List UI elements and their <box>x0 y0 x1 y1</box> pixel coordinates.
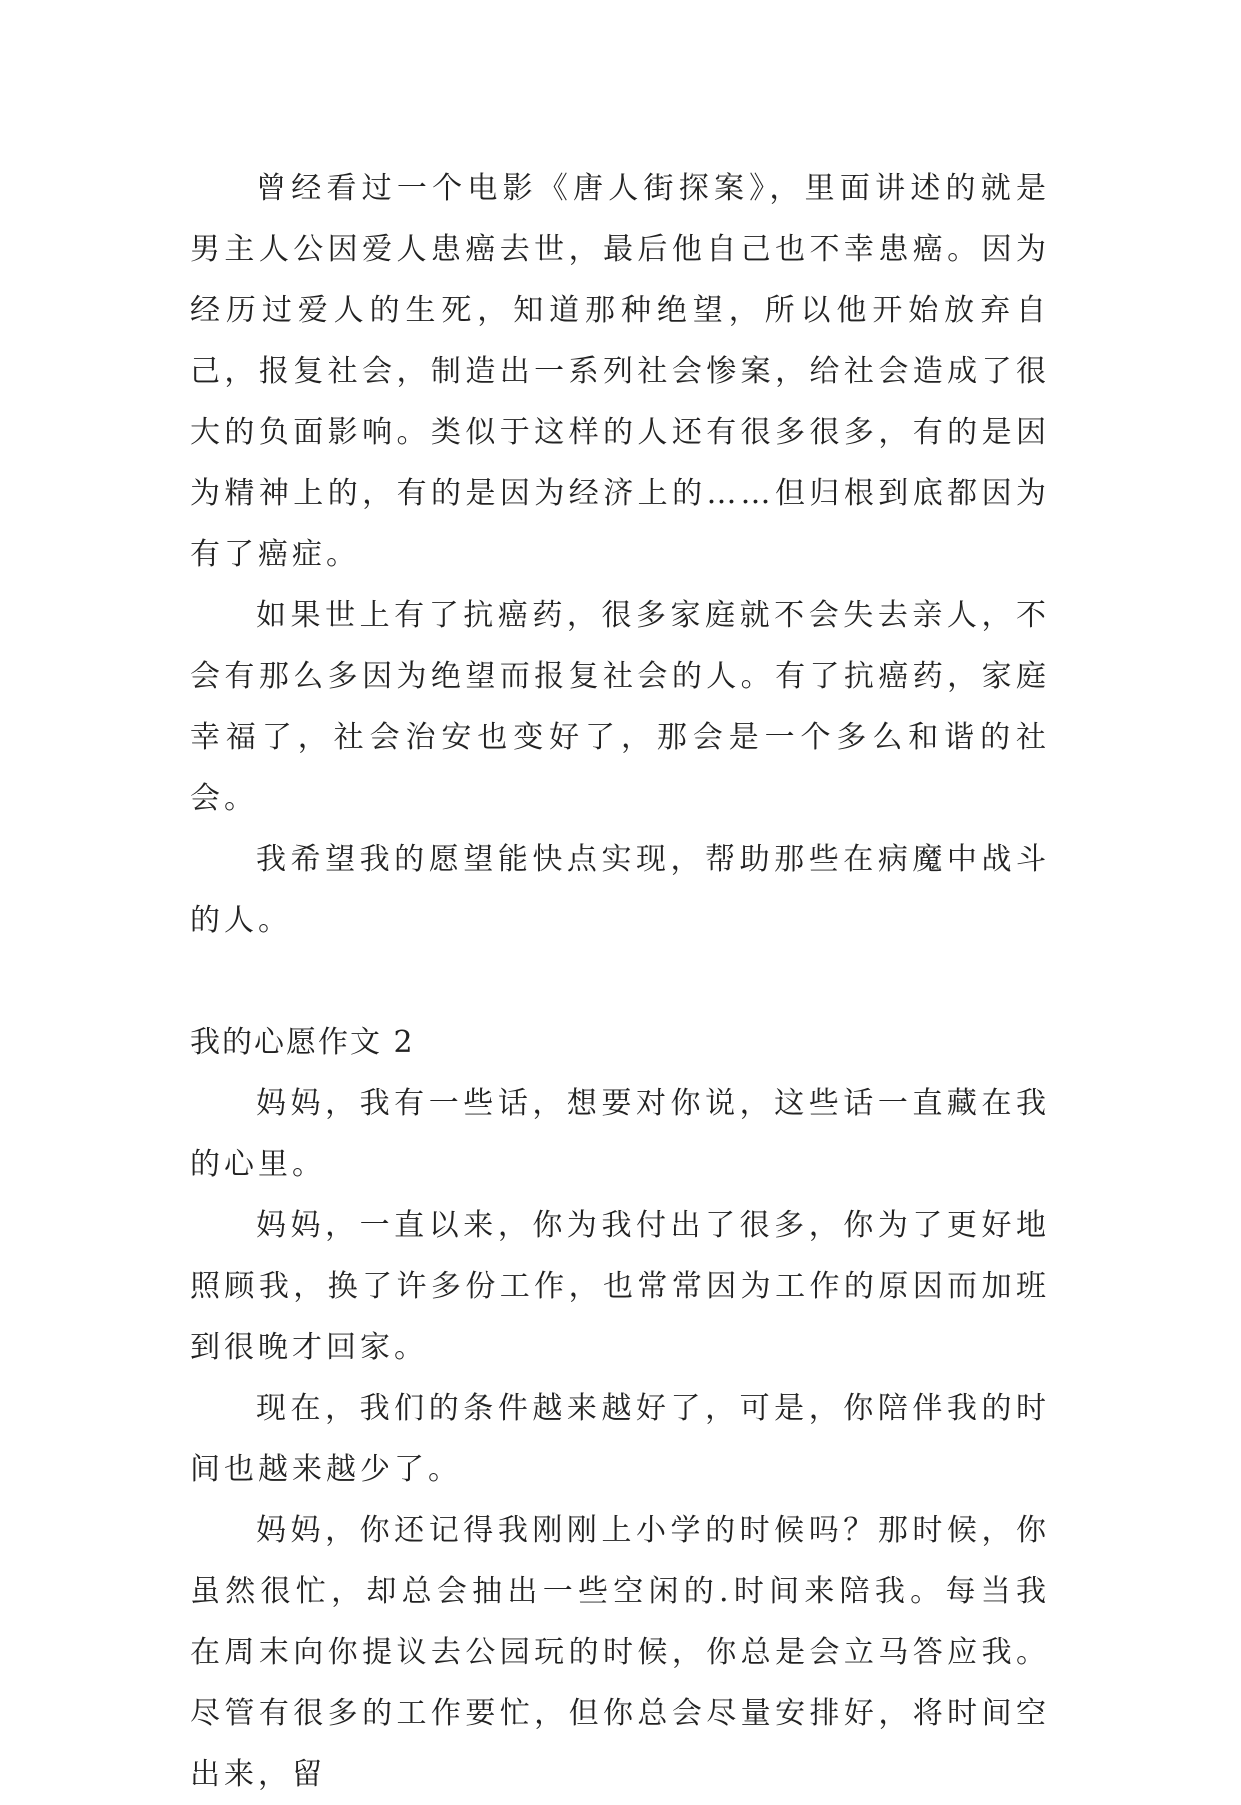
paragraph: 我希望我的愿望能快点实现，帮助那些在病魔中战斗的人。 <box>190 842 1050 938</box>
paragraph: 现在，我们的条件越来越好了，可是，你陪伴我的时间也越来越少了。 <box>190 1391 1050 1487</box>
document-body <box>190 158 1050 1805</box>
paragraph: 妈妈，我有一些话，想要对你说，这些话一直藏在我的心里。 <box>190 1086 1050 1182</box>
paragraph: 如果世上有了抗癌药，很多家庭就不会失去亲人，不会有那么多因为绝望而报复社会的人。有了抗癌药，家庭幸福了，社会治安也变好了，那会是一个多么和谐的社会。 <box>190 598 1050 816</box>
paragraph: 妈妈，一直以来，你为我付出了很多，你为了更好地照顾我，换了许多份工作，也常常因为工作的原因而加班到很晚才回家。 <box>190 1208 1050 1365</box>
paragraph: 妈妈，你还记得我刚刚上小学的时候吗？那时候，你虽然很忙，却总会抽出一些空闲的.时间来陪我。每当我在周末向你提议去公园玩的时候，你总是会立马答应我。尽管有很多的工作要忙，但你总会尽量安排好，将时间空出来，留 <box>190 1513 1050 1792</box>
section-heading: 我的心愿作文 2 <box>190 1025 415 1060</box>
paragraph: 曾经看过一个电影《唐人街探案》，里面讲述的就是男主人公因爱人患癌去世，最后他自己也不幸患癌。因为经历过爱人的生死，知道那种绝望，所以他开始放弃自己，报复社会，制造出一系列社会惨案，给社会造成了很大的负面影响。类似于这样的人还有很多很多，有的是因为精神上的，有的是因为经济上的……但归根到底都因为有了癌症。 <box>190 171 1050 572</box>
